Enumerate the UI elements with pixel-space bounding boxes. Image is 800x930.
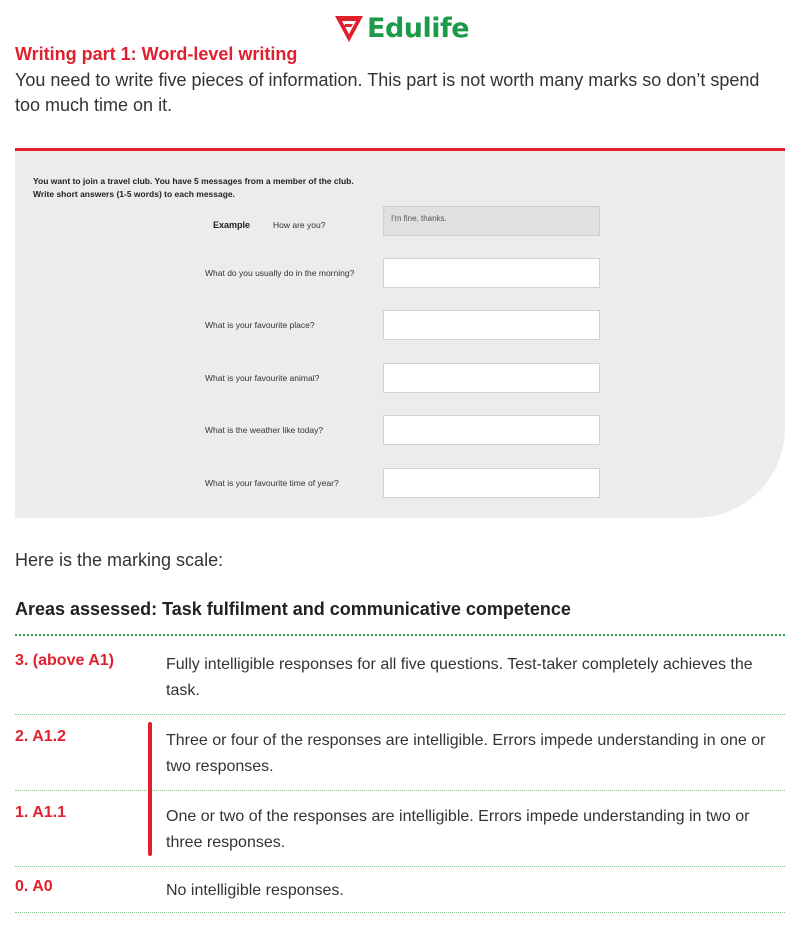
question-row [15,363,785,393]
answer-input[interactable] [383,415,600,445]
scale-row [15,804,785,860]
section-intro: You need to write five pieces of information. This part is not worth many marks so don’t spend too much time on it. [15,70,760,115]
scale-row [15,878,785,906]
edulife-logo-mark-icon [333,12,365,44]
divider [15,790,785,791]
logo-text: Edulife [367,12,470,44]
scale-level: 0. A0 [15,878,53,895]
divider [15,866,785,867]
divider [15,634,785,636]
example-answer-field: I'm fine, thanks. [383,206,600,236]
section-title: Writing part 1: Word-level writing [15,44,298,64]
divider [15,714,785,715]
scale-level: 3. (above A1) [15,652,114,669]
question-row [15,415,785,445]
scale-row [15,728,785,784]
edulife-logo [333,10,469,46]
divider [15,912,785,913]
example-question: How are you? [273,220,326,230]
marking-scale-header: Areas assessed: Task fulfilment and communicative competence [15,599,571,619]
scale-level: 2. A1.2 [15,728,66,745]
question-row [15,468,785,498]
marking-scale-intro: Here is the marking scale: [15,550,224,570]
instructions-line-1: You want to join a travel club. You have 5 messages from a member of the club. [33,176,354,186]
question-label: What is your favourite time of year? [205,478,339,488]
scale-row [15,652,785,708]
question-label: What do you usually do in the morning? [205,268,355,278]
question-row [15,258,785,288]
answer-input[interactable] [383,363,600,393]
task-panel [15,148,785,518]
answer-input[interactable] [383,310,600,340]
question-label: What is the weather like today? [205,425,324,435]
question-label: What is your favourite place? [205,320,315,330]
scale-description: Three or four of the responses are intelligible. Errors impede understanding in one or two responses. [166,732,766,775]
answer-input[interactable] [383,258,600,288]
scale-description: Fully intelligible responses for all five questions. Test-taker completely achieves the task. [166,656,753,699]
highlight-bar [148,722,152,856]
scale-level: 1. A1.1 [15,804,66,821]
question-label: What is your favourite animal? [205,373,320,383]
question-row [15,310,785,340]
answer-input[interactable] [383,468,600,498]
task-instructions [33,175,354,201]
example-label: Example [213,220,251,230]
scale-description: One or two of the responses are intelligible. Errors impede understanding in two or three responses. [166,808,750,851]
scale-description: No intelligible responses. [166,882,344,899]
instructions-line-2: Write short answers (1-5 words) to each message. [33,189,236,199]
